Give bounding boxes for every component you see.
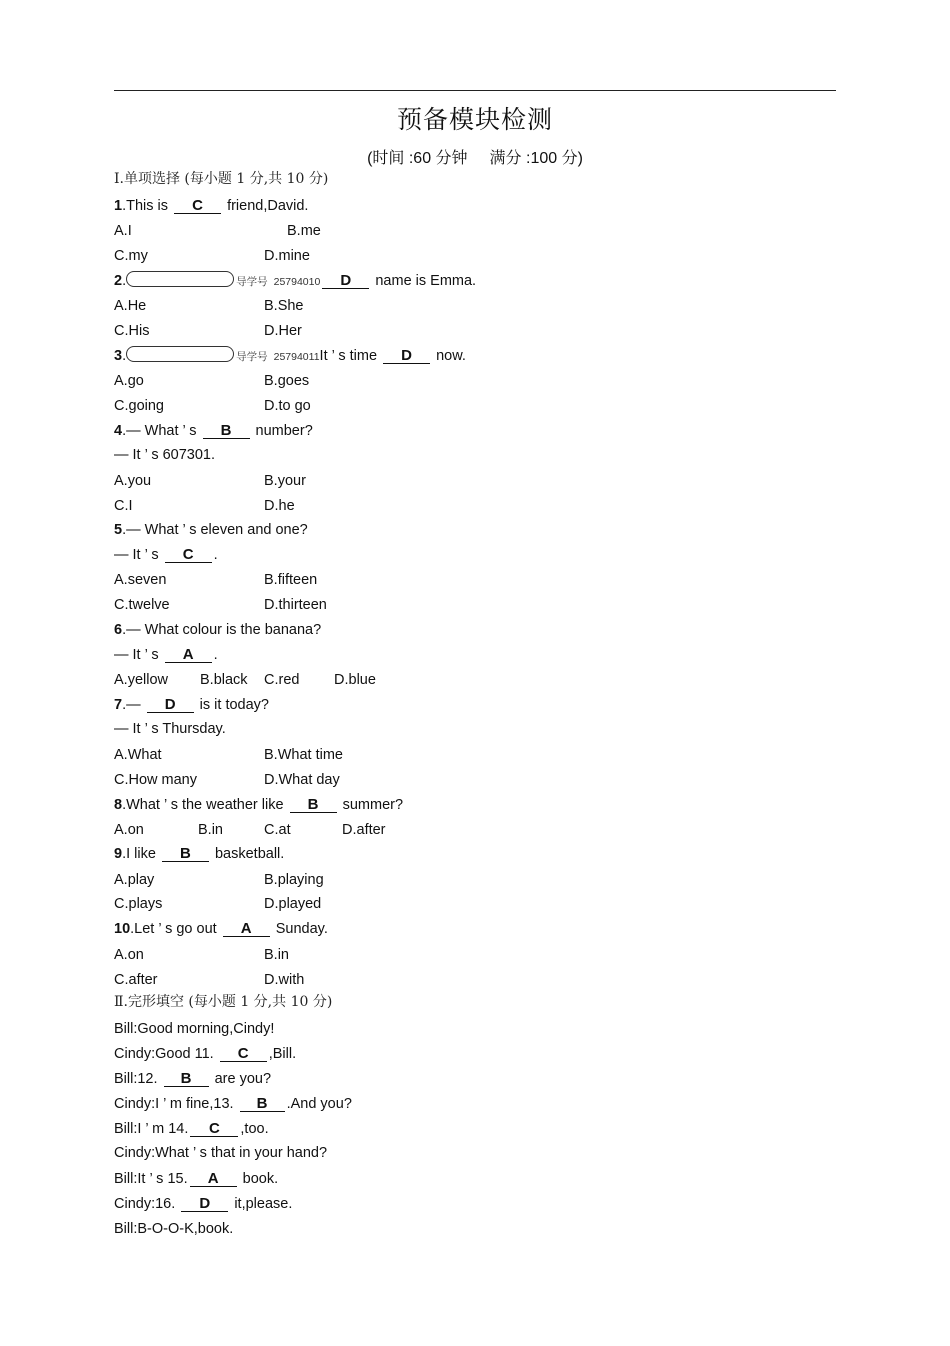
question-3: 3. 导学号 25794011It ’ s time D now. [114, 347, 466, 364]
guide-tag: 导学号 25794010 [236, 276, 321, 288]
option-c: C.How many [114, 772, 197, 788]
study-guide-oval [126, 271, 234, 287]
option-d: D.What day [264, 772, 340, 788]
option-a: A.He [114, 298, 147, 314]
question-6: 6.— What colour is the banana? [114, 622, 322, 638]
question-number: 1 [114, 198, 123, 214]
question-7: 7.— D is it today? [114, 696, 269, 713]
option-a: A.you [114, 473, 152, 489]
answer-blank: B [203, 423, 250, 439]
dialogue-line: Cindy:Good 11. C ,Bill. [114, 1045, 297, 1062]
answer-blank: A [190, 1171, 237, 1187]
option-a: A.play [114, 872, 155, 888]
header-rule [114, 90, 836, 91]
options-row [114, 372, 310, 390]
option-d: D.played [264, 896, 322, 912]
option-c: C.I [114, 498, 133, 514]
question-number: 8 [114, 797, 123, 813]
guide-tag: 导学号 25794011 [236, 351, 320, 363]
option-b: B.your [264, 473, 306, 489]
dialogue-line: Bill:It ’ s 15. A book. [114, 1170, 279, 1187]
study-guide-oval [126, 346, 234, 362]
option-b: B.black [200, 672, 248, 688]
reply-line: — It ’ s C . [114, 546, 218, 563]
option-b: B.in [264, 947, 289, 963]
option-c: C.my [114, 248, 148, 264]
option-c: C.after [114, 972, 158, 988]
page-subtitle [0, 145, 950, 168]
answer-blank: B [290, 797, 337, 813]
option-a: A.What [114, 747, 162, 763]
options-row [114, 946, 289, 964]
option-d: D.mine [264, 248, 310, 264]
answer-blank: C [220, 1046, 267, 1062]
option-d: D.after [342, 822, 386, 838]
question-2: 2. 导学号 25794010 D name is Emma. [114, 272, 477, 289]
option-a: A.on [114, 947, 144, 963]
option-a: A.on [114, 822, 144, 838]
option-b: B.me [287, 223, 321, 239]
subtitle-time: (时间 :60 分钟 [367, 150, 468, 167]
question-9: 9.I like B basketball. [114, 845, 285, 862]
options-row [114, 746, 343, 764]
reply-line: — It ’ s Thursday. [114, 721, 226, 737]
option-c: C.at [264, 822, 291, 838]
option-c: C.twelve [114, 597, 170, 613]
option-b: B.What time [264, 747, 343, 763]
options-row [114, 771, 340, 789]
answer-blank: C [190, 1121, 238, 1137]
answer-blank: D [147, 697, 194, 713]
options-row [114, 871, 324, 889]
reply-line: — It ’ s 607301. [114, 447, 216, 463]
dialogue-line: Bill:12. B are you? [114, 1070, 272, 1087]
option-c: C.red [264, 672, 300, 688]
options-row [114, 247, 310, 265]
question-1: 1.This is C friend,David. [114, 197, 309, 214]
answer-blank: D [181, 1196, 228, 1212]
subtitle-score: 满分 :100 分) [489, 150, 583, 167]
option-d: D.blue [334, 672, 376, 688]
section-heading-2: Ⅱ.完形填空 (每小题 1 分,共 10 分) [114, 994, 333, 1010]
dialogue-line: Bill:I ’ m 14. C ,too. [114, 1120, 269, 1137]
answer-blank: B [164, 1071, 209, 1087]
option-d: D.Her [264, 323, 302, 339]
option-c: C.plays [114, 896, 163, 912]
question-number: 3 [114, 348, 123, 364]
options-row [114, 322, 302, 340]
option-b: B.playing [264, 872, 324, 888]
question-number: 5 [114, 522, 123, 538]
answer-blank: B [162, 846, 209, 862]
option-c: C.going [114, 398, 164, 414]
answer-blank: B [240, 1096, 285, 1112]
dialogue-line: Bill:Good morning,Cindy! [114, 1021, 275, 1037]
options-row [114, 472, 306, 490]
question-number: 4 [114, 423, 123, 439]
options-row [114, 821, 386, 839]
question-number: 10 [114, 921, 131, 937]
question-number: 2 [114, 273, 123, 289]
option-a: A.I [114, 223, 132, 239]
option-a: A.go [114, 373, 144, 389]
dialogue-line: Cindy:I ’ m fine,13. B .And you? [114, 1095, 352, 1112]
question-4: 4.— What ’ s B number? [114, 422, 313, 439]
options-row [114, 971, 305, 989]
options-row [114, 895, 322, 913]
option-d: D.to go [264, 398, 311, 414]
answer-blank: D [322, 273, 369, 289]
option-d: D.thirteen [264, 597, 327, 613]
dialogue-line: Cindy:What ’ s that in your hand? [114, 1145, 328, 1161]
dialogue-line: Cindy:16. D it,please. [114, 1195, 293, 1212]
options-row [114, 297, 304, 315]
answer-blank: C [165, 547, 212, 563]
options-row [114, 596, 327, 614]
option-a: A.yellow [114, 672, 168, 688]
question-number: 7 [114, 697, 123, 713]
options-row [114, 397, 311, 415]
question-5: 5.— What ’ s eleven and one? [114, 522, 308, 538]
options-row [114, 671, 376, 689]
answer-blank: A [165, 647, 212, 663]
option-a: A.seven [114, 572, 167, 588]
options-row [114, 571, 318, 589]
question-10: 10.Let ’ s go out A Sunday. [114, 920, 328, 937]
option-b: B.fifteen [264, 572, 318, 588]
dialogue-line: Bill:B-O-O-K,book. [114, 1221, 234, 1237]
question-8: 8.What ’ s the weather like B summer? [114, 796, 404, 813]
option-d: D.with [264, 972, 305, 988]
question-number: 6 [114, 622, 123, 638]
option-b: B.goes [264, 373, 310, 389]
reply-line: — It ’ s A . [114, 646, 218, 663]
page-title: 预备模块检测 [396, 105, 553, 134]
options-row [114, 497, 295, 515]
option-b: B.in [198, 822, 223, 838]
answer-blank: C [174, 198, 221, 214]
question-number: 9 [114, 846, 123, 862]
option-d: D.he [264, 498, 295, 514]
option-b: B.She [264, 298, 304, 314]
answer-blank: D [383, 348, 430, 364]
section-heading-1: Ⅰ.单项选择 (每小题 1 分,共 10 分) [114, 171, 329, 187]
options-row [114, 222, 321, 240]
answer-blank: A [223, 921, 270, 937]
option-c: C.His [114, 323, 150, 339]
